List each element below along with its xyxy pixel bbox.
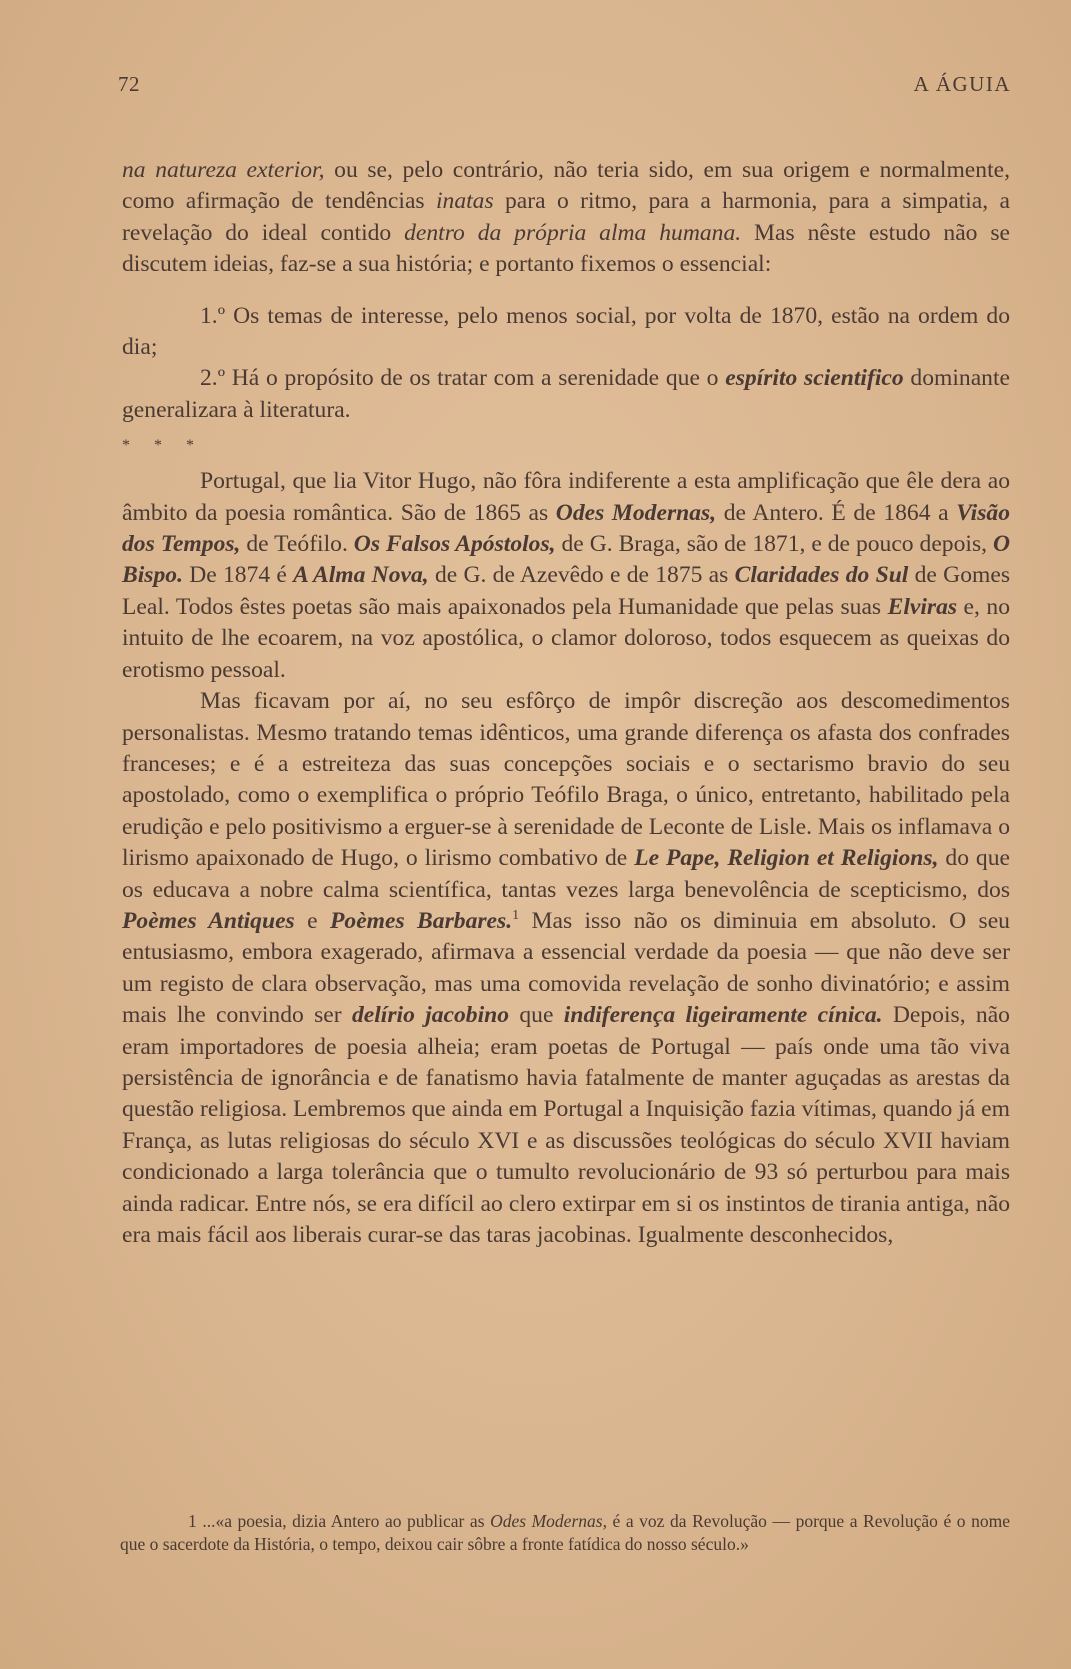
book-title: Odes Modernas, (555, 499, 717, 526)
text-run: 2.º Há o propósito de os tratar com a serenidade que o (200, 365, 726, 392)
text-run: dominante generalizara à literatura. (122, 365, 1010, 423)
text-run: e, no intuito de lhe ecoarem, na voz apostólica, o clamor doloroso, todos esquecem as queixas do erotismo pessoal. (122, 593, 1011, 683)
text-run: de G. Braga, são de 1871, e de pouco depois, (555, 531, 993, 558)
footnote-marker: 1 (512, 908, 520, 924)
text-run: Mas ficavam por aí, no seu esfôrço de impôr discreção aos descomedimentos personalistas. Mesmo tratando temas idênticos, uma grande diferença os afasta dos confrades franceses; e é a estreiteza das suas concepções sociais e o sectarismo bravio do seu apostolado, como o exemplifica o próprio Teófilo Braga, o único, entretanto, habilitado pela erudição e pelo positivismo a erguer-se à serenidade de Leconte de Lisle. Mais os inflamava o lirismo apaixonado de Hugo, o lirismo combativo de (122, 688, 1010, 872)
spacer (122, 281, 1010, 301)
book-title: Poèmes Antiques (122, 907, 295, 934)
italic-phrase: inatas (435, 188, 494, 215)
page-header (118, 72, 1011, 108)
text-run: de Gomes Leal. Todos êstes poetas são mais apaixonados pela Humanidade que pelas suas (122, 562, 1010, 620)
book-title: Os Falsos Apóstolos, (353, 531, 556, 558)
text-run: que (509, 1002, 564, 1029)
book-title: O Bispo. (122, 531, 1011, 589)
footnote (120, 1510, 1010, 1555)
paragraph-intro (122, 155, 1010, 281)
text-run: Depois, não eram importadores de poesia alheia; eram poetas de Portugal — país onde uma tão viva persistência de ignorância e de fanatismo havia fatalmente de manter aguçadas as arestas da questão religiosa. Lembremos que ainda em Portugal a Inquisição fazia vítimas, quando já em França, as lutas religiosas do século XVI e as discussões teológicas do século XVII haviam condicionado a larga tolerância que o tumulto revolucionário de 93 só perturbou para mais ainda radicar. Entre nós, se era difícil ao clero extirpar em si os instintos de tirania antiga, não era mais fácil aos liberais curar-se das taras jacobinas. Igualmente desconhecidos, (122, 1002, 1010, 1248)
italic-phrase: dentro da própria alma humana. (404, 219, 742, 246)
text-run: ou se, pelo contrário, não teria sido, em sua origem e normalmente, como afirmação de tendências (122, 157, 1010, 215)
italic-phrase: delírio jacobino (351, 1002, 510, 1029)
text-run: De 1874 é (182, 562, 294, 589)
list-item-2 (122, 363, 1010, 426)
text-run: do que os educava a nobre calma scientífica, tantas vezes larga benevolência de scepticismo, dos (122, 845, 1010, 903)
text-run: Mas isso não os diminuia em absoluto. O seu entusiasmo, embora exagerado, afirmava a essencial verdade da poesia — que não deve ser um registo de clara observação, mas uma comovida revelação de sonho divinatório; e assim mais lhe convindo ser (122, 907, 1010, 1029)
text-run: de Antero. É de 1864 a (716, 499, 957, 526)
text-run: e (294, 907, 330, 934)
book-title: Odes Modernas, (490, 1511, 607, 1531)
text-run: 1 ...«a poesia, dizia Antero ao publicar as (188, 1511, 491, 1531)
section-separator: * * * (122, 437, 204, 455)
text-run: para o ritmo, para a harmonia, para a simpatia, a revelação do ideal contido (122, 188, 1010, 246)
page-number: 72 (118, 72, 140, 96)
text-run: Mas nêste estudo não se discutem ideias, faz-se a sua história; e portanto fixemos o essencial: (122, 219, 1010, 278)
italic-phrase: indiferença ligeiramente cínica. (563, 1002, 883, 1029)
paragraph-ficavam (122, 686, 1010, 1251)
text-run: é a voz da Revolução — porque a Revolução é o nome que o sacerdote da História, o tempo, deixou cair sôbre a fronte fatídica do nosso século.» (120, 1511, 1010, 1554)
footnote-text (120, 1510, 1010, 1555)
running-head: A ÁGUIA (913, 72, 1011, 96)
text-run: de Teófilo. (240, 531, 354, 558)
book-title: A Alma Nova, (293, 562, 429, 589)
book-title: Visão dos Tempos, (122, 499, 1010, 558)
main-text (122, 155, 1010, 1251)
italic-phrase: Elviras (887, 593, 958, 620)
italic-phrase: espírito scientifico (725, 365, 904, 392)
text-run: de G. de Azevêdo e de 1875 as (428, 562, 735, 589)
book-title: Poèmes Barbares. (329, 907, 513, 934)
book-title: Le Pape, Religion et Religions, (634, 845, 939, 872)
book-title: Claridades do Sul (734, 562, 909, 589)
list-item-1: 1.º Os temas de interesse, pelo menos social, por volta de 1870, estão na ordem do dia; (122, 302, 1010, 361)
paragraph-portugal (122, 466, 1010, 686)
italic-phrase: na natureza exterior, (122, 157, 325, 183)
text-run: Portugal, que lia Vitor Hugo, não fôra indiferente a esta amplificação que êle dera ao âmbito da poesia romântica. São de 1865 as (122, 468, 1010, 526)
